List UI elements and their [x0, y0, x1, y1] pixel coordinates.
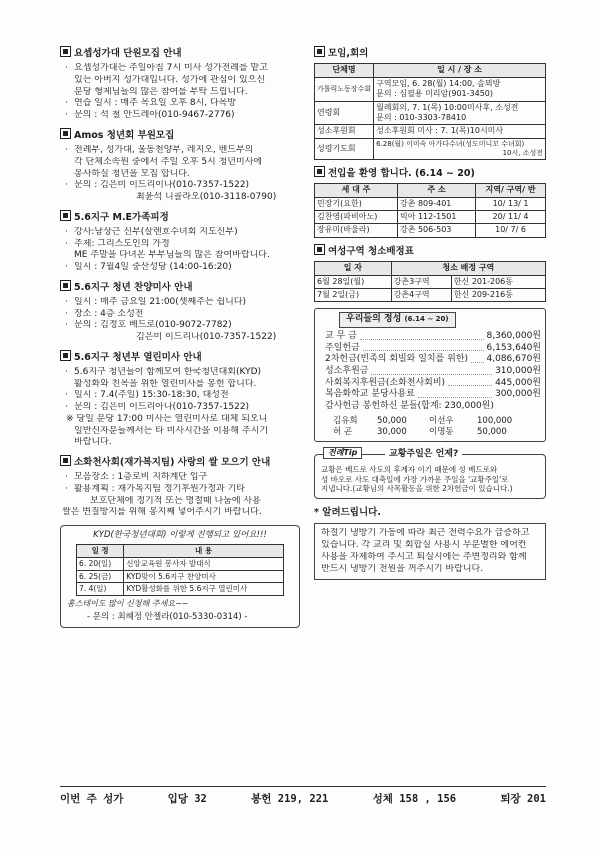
header-cell: 내 용	[124, 545, 284, 558]
table-header	[315, 262, 546, 275]
table-row	[77, 570, 284, 583]
text-line: 사용을 자제하여 주시고 퇴실시에는 주변정리와 함께	[321, 551, 527, 562]
kyd-contact: - 문의 : 최혜정 안젤라(010-5330-0314) -	[87, 612, 248, 623]
table-cell: 구역모임, 6. 28(월) 14:00, 솔뫼방 문의 : 심필용 미리암(901-3450)	[374, 77, 546, 101]
table-row	[77, 557, 284, 570]
text-line: 일반신자분들께서는 타 미사시간을 이용해 주시기	[74, 425, 269, 436]
table-row	[315, 224, 546, 237]
text-line: · 주제: 그리스도인의 가정	[60, 239, 300, 251]
table-cell: 6.28(월) 이미숙 아가다수녀(성도미니꼬 수녀회) 10시, 소성전	[374, 138, 546, 159]
hymn-footer	[60, 786, 546, 807]
kyd-schedule-box	[60, 525, 300, 628]
table-cell: 신앙교육원 봉사자 발대식	[124, 557, 284, 570]
choir-recruit-section	[60, 46, 300, 122]
kyd-schedule-table	[76, 544, 284, 596]
table-cell: 강촌 506-503	[397, 224, 475, 237]
tip-question: 교황주일은 언제?	[385, 449, 462, 461]
text-line: · 문의 : 김정호 베드로(010-9072-7782)	[60, 320, 300, 332]
table-cell: KYD활성화를 위한 5.6지구 열린미사	[124, 583, 284, 596]
text-line: · 문의 : 김은미 이드리이나(010-7357-1522)	[60, 180, 300, 192]
newcomers-section	[314, 166, 546, 238]
table-cell: 월례회의, 7. 1(목) 10:00미사후, 소성전 문의 : 010-3303-78410	[374, 101, 546, 125]
table-header	[77, 545, 284, 558]
kyd-schedule-title: KYD(한국청년대회) 이렇게 진행되고 있어요!!!	[93, 530, 267, 540]
table-cell: 빅아 112-1501	[397, 211, 475, 224]
offering-row: 2차헌금(빈족의 회빌와 일치를 위한) 4,086,670원	[325, 354, 541, 365]
table-cell: 10/ 13/ 1	[476, 197, 546, 210]
text-line: 활성화와 친목을 위한 열린미사를 봉헌 합니다.	[74, 378, 257, 389]
header-cell: 주 소	[397, 184, 475, 197]
section-title: 5.6지구 청년부 열린미사 안내	[60, 350, 300, 364]
table-cell: 김찬영(파비아노)	[315, 211, 398, 224]
text-line: 있는 아버지 성가대입니다. 성가에 관심이 있으신	[74, 75, 266, 86]
text-line: · 문의 : 김은미 이드리아나(010-7357-1522)	[60, 402, 300, 414]
section-title: 5.6지구 청년 찬양미사 안내	[60, 280, 300, 294]
table-cell: 6월 28일(월)	[315, 275, 392, 288]
table-cell: 20/ 11/ 4	[476, 211, 546, 224]
section-title: 여성구역 청소배정표	[314, 244, 546, 258]
section-title: 모임,회의	[314, 46, 546, 60]
text-line: 반드시 냉방기 전원을 꺼주시기 바랍니다.	[321, 563, 484, 574]
text-line: · 강사:남상근 신부(살렌흐수녀회 지도신부)	[60, 227, 300, 239]
offering-row: 감사헌금 봉헌하신 분들(합계: 230,000원)	[325, 401, 494, 412]
offering-section	[314, 308, 546, 442]
table-cell: 연령회	[315, 101, 374, 125]
text-line: 있습니다. 각 교리 및 회합실 사용시 무분별한 에어컨	[321, 540, 527, 551]
section-title: 전입을 환영 합니다. (6.14 ~ 20)	[314, 166, 546, 180]
table-header	[315, 64, 546, 77]
text-line: · 활용계획 : 재가복지팀 정기후원가정과 기타	[60, 484, 300, 496]
table-row	[77, 583, 284, 596]
notice-title: * 알려드립니다.	[314, 507, 381, 519]
header-cell: 세 대 주	[315, 184, 398, 197]
table-cell: 가톨릭노동장수회	[315, 77, 374, 101]
text-line: 바랍니다.	[74, 437, 112, 448]
text-line: · 문의 : 석 철 안드레아(010-9467-2776)	[60, 110, 300, 122]
text-line: 보호단체에 정기적 또는 명절때 나눔에 사용	[90, 495, 261, 506]
text-line: · 5.6지구 청년들이 함께모여 한국청년대회(KYD)	[60, 367, 300, 379]
entry-hymn: 입당 32	[167, 793, 207, 805]
text-line: · 일시 : 매주 금요일 21:00(셋째주는 쉽니다)	[60, 297, 300, 309]
header-cell: 일 정	[77, 545, 124, 558]
text-line: 분당 형제님들의 많은 참여를 부탁 드립니다.	[74, 86, 248, 97]
amos-youth-section	[60, 128, 300, 204]
table-row	[315, 275, 546, 288]
text-line: 최윤석 니콜라오(010-3118-0790)	[136, 191, 277, 202]
text-line: 지냅니다.(교황님의 사목활동을 위한 2차헌금이 있습니다.)	[321, 484, 513, 494]
exit-hymn: 퇴장 201	[500, 793, 546, 805]
text-line: 각 단체소속원 중에서 주일 오후 5시 청년미사에	[74, 156, 263, 167]
square-bullet-icon	[314, 46, 325, 57]
table-cell: 6. 20(일)	[77, 557, 124, 570]
footer-label: 이번 주 성가	[60, 793, 124, 805]
table-cell: 성령기도회	[315, 138, 374, 159]
table-cell: 7월 2일(금)	[315, 288, 392, 301]
notice-box	[314, 523, 546, 580]
text-line: 쌀은 변질방지를 위해 봉지째 넣어주시기 바랍니다.	[62, 507, 262, 518]
square-bullet-icon	[60, 128, 71, 139]
table-cell: 성소후원회	[315, 125, 374, 138]
text-line: 하절기 냉방기 가동에 따라 최근 전력수요가 급증하고	[321, 528, 530, 539]
offering-row: 주일헌금 6,153,640원	[325, 342, 541, 353]
table-row	[315, 138, 546, 159]
table-row	[315, 77, 546, 101]
section-title: Amos 청년회 부원모집	[60, 128, 300, 142]
table-cell: 10/ 7/ 6	[476, 224, 546, 237]
text-line: · 일시 : 7월4일 중산성당 (14:00-16:20)	[60, 262, 300, 274]
table-header	[315, 184, 546, 197]
rice-collection-section	[60, 455, 300, 519]
table-cell: 민장기(요한)	[315, 197, 398, 210]
text-line: 김은미 이드리나(010-7357-1522)	[136, 332, 277, 343]
square-bullet-icon	[314, 244, 325, 255]
offertory-hymn: 봉헌 219, 221	[251, 793, 329, 805]
text-line: · 전례부, 성가대, 울동천양부, 레지오, 벤드부의	[60, 145, 300, 157]
table-cell: KYD맞이 5.6지구 찬양미사	[124, 570, 284, 583]
square-bullet-icon	[60, 280, 71, 291]
youth-praise-mass-section	[60, 280, 300, 344]
right-column	[314, 44, 546, 580]
table-row	[315, 288, 546, 301]
header-cell: 지역/ 구역/ 반	[476, 184, 546, 197]
table-row	[315, 211, 546, 224]
text-line: · 장소 : 4층 소성전	[60, 309, 300, 321]
table-row	[315, 125, 546, 138]
me-retreat-section	[60, 210, 300, 274]
tip-badge: 전례Tip	[323, 447, 362, 459]
text-line: ※ 당일 분당 17:00 미사는 열린미사로 대체 되오니	[66, 413, 268, 424]
table-cell: 성소후원회 미사 : 7. 1(목)10시미사	[374, 125, 546, 138]
table-row	[315, 197, 546, 210]
square-bullet-icon	[60, 210, 71, 221]
text-line: ME 주말을 다녀온 부부님들의 많은 참여바랍니다.	[74, 250, 270, 261]
table-cell: 6. 25(금)	[77, 570, 124, 583]
text-line: 교황은 베드로 사도의 후계자 이기 때문에 성 베드로와	[321, 464, 498, 474]
offering-row: 복음화학교 분당사용료 300,000원	[325, 389, 541, 400]
meetings-section	[314, 46, 546, 160]
liturgy-tip-box	[314, 447, 546, 499]
text-line: · 일시 : 7.4(주일) 15:30-18:30, 대성전	[60, 390, 300, 402]
square-bullet-icon	[60, 455, 71, 466]
offering-row: 성소후원금 310,000원	[325, 366, 541, 377]
header-cell: 일 자	[315, 262, 392, 275]
donor-list: 김유희 50,000 이선우 100,000 허 곤 30,000 이명동 50,000	[333, 415, 513, 437]
table-cell: 강촌 809-401	[397, 197, 475, 210]
offering-title: 우리들의 정성 (6.14 ~ 20)	[339, 312, 456, 328]
text-line: 성 바오로 사도 대축일에 가장 가까운 주일을 '교황주일'로	[321, 474, 509, 484]
table-cell: 강촌3구역	[391, 275, 451, 288]
header-cell: 청소 배정 구역	[391, 262, 545, 275]
square-bullet-icon	[314, 166, 325, 177]
offering-row: 교 무 금 8,360,000원	[325, 330, 541, 341]
communion-hymn: 성체 158 , 156	[372, 793, 457, 805]
table-row	[315, 101, 546, 125]
cleaning-section	[314, 244, 546, 303]
text-line: · 모음장소 : 1층로비 지하계단 입구	[60, 472, 300, 484]
table-cell: 한신 209-216동	[451, 288, 545, 301]
section-title: 5.6지구 M.E가족피정	[60, 210, 300, 224]
section-title: 요셉성가대 단원모집 안내	[60, 46, 300, 60]
left-column	[60, 44, 300, 628]
header-cell: 단체명	[315, 64, 374, 77]
square-bullet-icon	[60, 350, 71, 361]
open-mass-section	[60, 350, 300, 449]
header-cell: 일 시 / 장 소	[374, 64, 546, 77]
text-line: · 연습 일시 : 매주 목요일 오후 8시, 다목방	[60, 98, 300, 110]
table-cell: 강촌4구역	[391, 288, 451, 301]
homestay-note: 홈스테이도 많이 신청해 주세요~~	[67, 599, 189, 609]
table-cell: 한신 201-206동	[451, 275, 545, 288]
table-cell: 7. 4(일)	[77, 583, 124, 596]
meetings-table	[314, 63, 546, 160]
square-bullet-icon	[60, 46, 71, 57]
text-line: · 요셉성가대는 주일아침 7시 미사 성가전례를 맡고	[60, 63, 300, 75]
cleaning-table	[314, 261, 546, 302]
table-cell: 장유미(바울라)	[315, 224, 398, 237]
text-line: 봉사하실 청년을 모집 합니다.	[74, 168, 190, 179]
section-title: 소화천사회(재가복지팀) 사랑의 쌀 모으기 안내	[60, 455, 300, 469]
newcomers-table	[314, 183, 546, 238]
offering-row: 사회복지후원금(소화천사회비) 445,000원	[325, 377, 541, 388]
